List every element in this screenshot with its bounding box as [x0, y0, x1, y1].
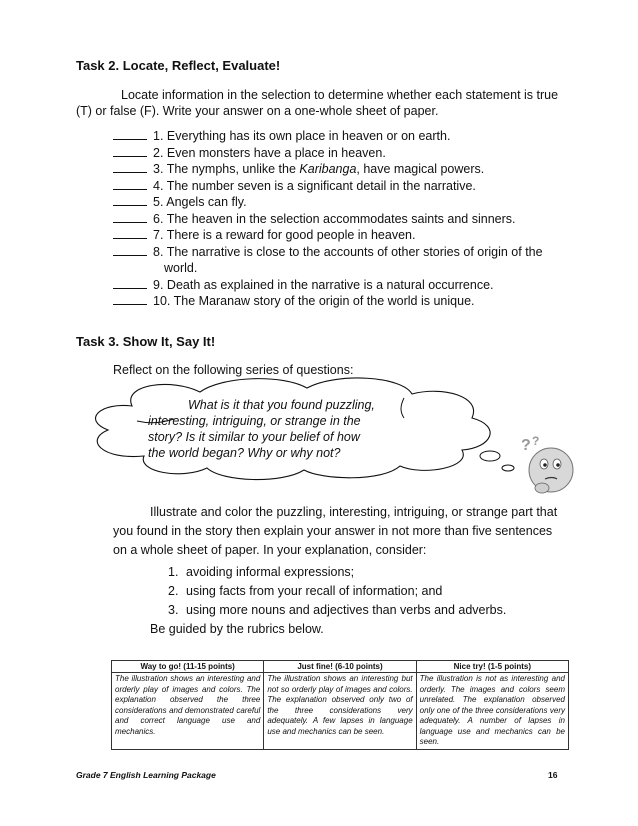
list-item: 2. Even monsters have a place in heaven.	[113, 145, 583, 162]
rubric-table	[111, 660, 569, 750]
svg-text:?: ?	[532, 434, 540, 448]
table-header-row	[112, 661, 569, 673]
list-item: 1. Everything has its own place in heaven or on earth.	[113, 128, 583, 145]
task2-heading: Task 2. Locate, Reflect, Evaluate!	[76, 58, 281, 73]
list-item: 8. The narrative is close to the accounts of other stories of origin of the	[113, 244, 583, 261]
task3-heading: Task 3. Show It, Say It!	[76, 334, 216, 349]
task2-item-list	[113, 128, 583, 310]
list-item-continuation: world.	[164, 261, 198, 275]
answer-blank[interactable]	[113, 128, 147, 140]
rubric-header: Nice try! (1-5 points)	[416, 661, 568, 673]
thinking-face-icon	[515, 432, 577, 500]
list-item: 5. Angels can fly.	[113, 194, 583, 211]
list-item: 2. using facts from your recall of information; and	[168, 584, 443, 598]
list-item: 9. Death as explained in the narrative is a natural occurrence.	[113, 277, 583, 294]
table-row	[112, 673, 569, 750]
answer-blank[interactable]	[113, 293, 147, 305]
answer-blank[interactable]	[113, 145, 147, 157]
list-item: 10. The Maranaw story of the origin of the world is unique.	[113, 293, 583, 310]
page-number: 16	[548, 770, 558, 780]
rubric-header: Just fine! (6-10 points)	[264, 661, 416, 673]
answer-blank[interactable]	[113, 277, 147, 289]
answer-blank[interactable]	[113, 227, 147, 239]
rubric-cell: The illustration is not as interesting and orderly. The images and colors seem unrelated. The explanation observed only one of the three considerations very adequately. A number of lapses in language use and mechanics can be seen.	[416, 673, 568, 750]
answer-blank[interactable]	[113, 161, 147, 173]
list-item: 3. The nymphs, unlike the Karibanga, have magical powers.	[113, 161, 583, 178]
svg-text:?: ?	[521, 437, 531, 454]
task3-reflect-text: Reflect on the following series of questions:	[113, 363, 354, 377]
list-item: 1. avoiding informal expressions;	[168, 565, 355, 579]
answer-blank[interactable]	[113, 194, 147, 206]
list-item: 6. The heaven in the selection accommodates saints and sinners.	[113, 211, 583, 228]
list-item: 4. The number seven is a significant detail in the narrative.	[113, 178, 583, 195]
list-item: 7. There is a reward for good people in heaven.	[113, 227, 583, 244]
task2-instruction-line2: (T) or false (F). Write your answer on a one-whole sheet of paper.	[76, 104, 439, 118]
rubric-cell: The illustration shows an interesting and orderly play of images and colors. The explanation observed the three considerations and demonstrated careful and correct language use and mechanics.	[112, 673, 264, 750]
guided-text: Be guided by the rubrics below.	[150, 622, 324, 636]
footer-title: Grade 7 English Learning Package	[76, 770, 216, 780]
answer-blank[interactable]	[113, 178, 147, 190]
task2-instruction-line1: Locate information in the selection to determine whether each statement is true	[121, 88, 559, 102]
task3-paragraph: Illustrate and color the puzzling, interesting, intriguing, or strange part that you found in the story then explain your answer in not more than five sentences on a whole sheet of paper. In your explanation, consider:	[113, 505, 558, 557]
rubric-header: Way to go! (11-15 points)	[112, 661, 264, 673]
answer-blank[interactable]	[113, 211, 147, 223]
considerations-list	[168, 563, 506, 620]
rubric-cell: The illustration shows an interesting but not so orderly play of images and colors. The explanation observed only two of the three considerations very adequately. A few lapses in language use and mechanics can be seen.	[264, 673, 416, 750]
cloud-question-text: What is it that you found puzzling, interesting, intriguing, or strange in the story? Is it similar to your belief of how the world began? Why or why not?	[148, 398, 375, 460]
answer-blank[interactable]	[113, 244, 147, 256]
list-item: 3. using more nouns and adjectives than verbs and adverbs.	[168, 603, 507, 617]
